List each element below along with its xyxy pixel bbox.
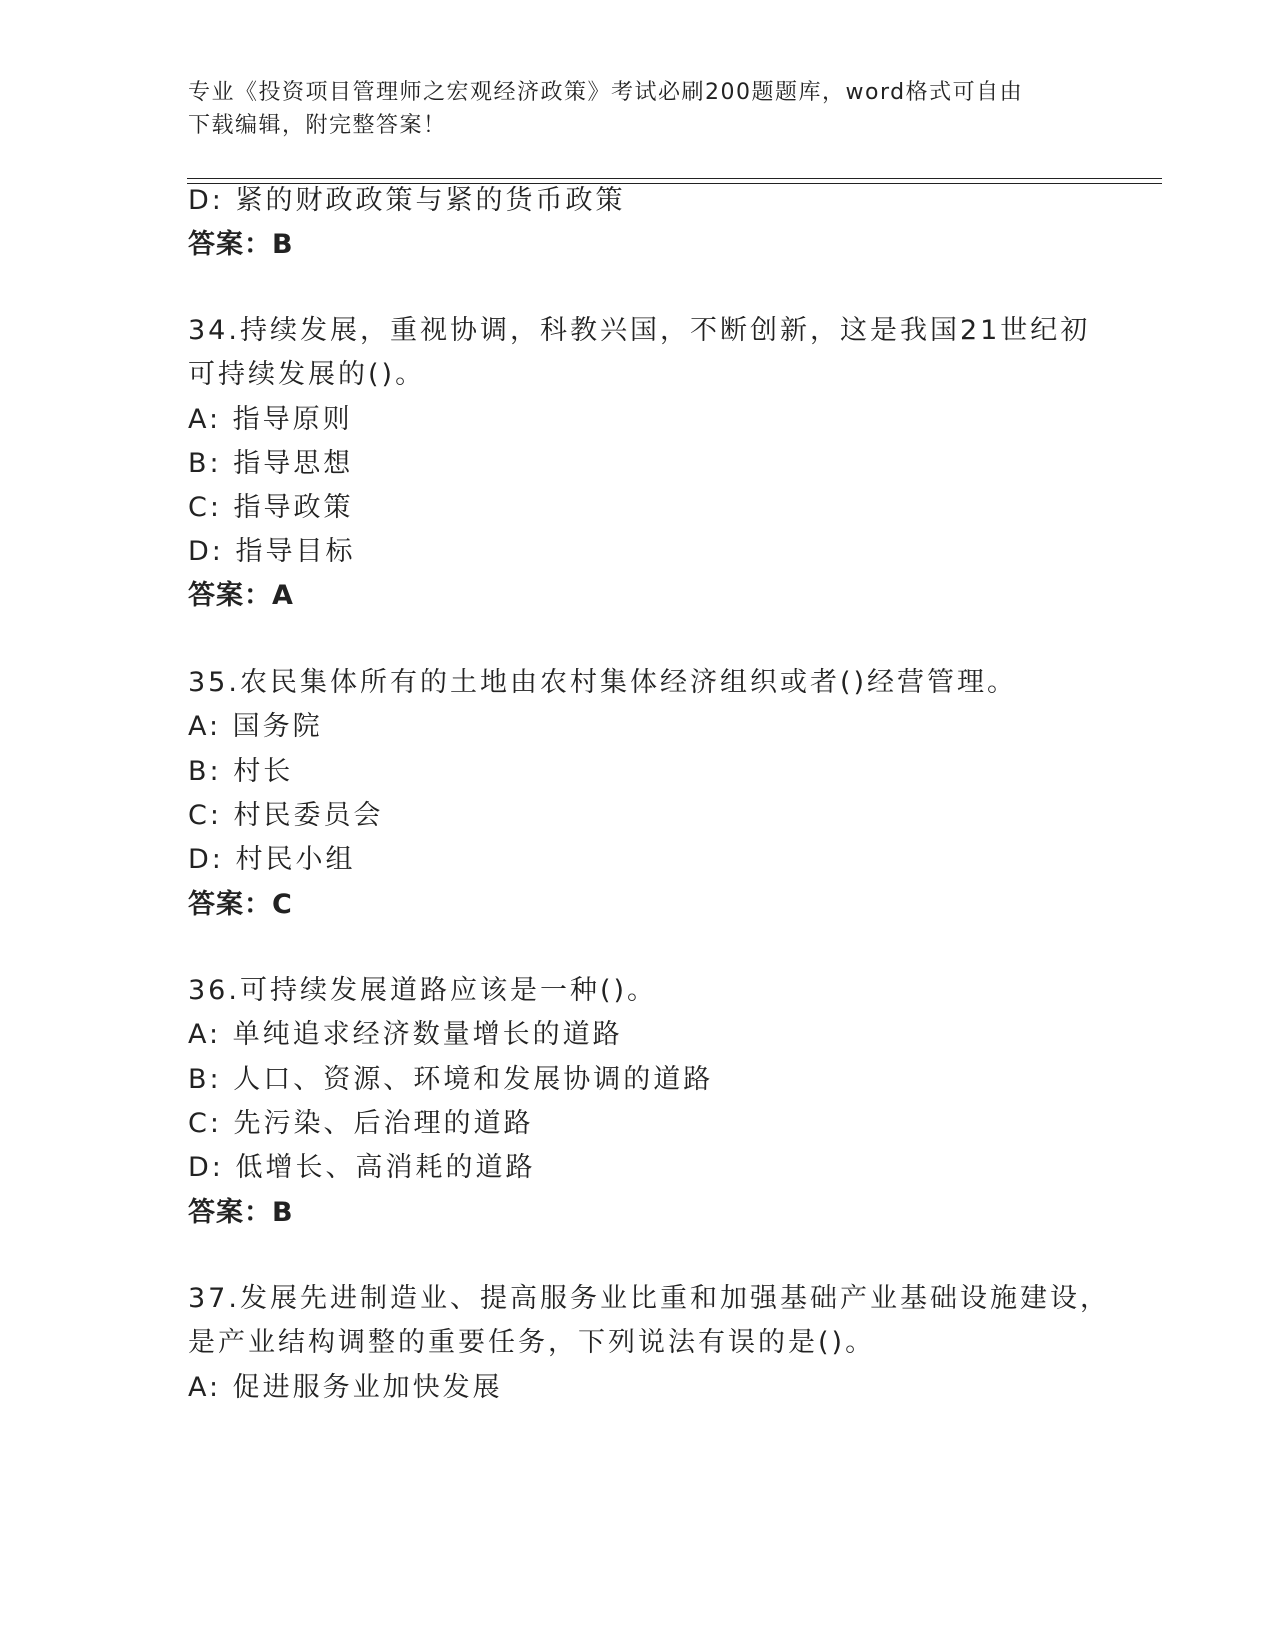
q35-option-a: A: 国务院	[188, 711, 323, 742]
document-header	[188, 76, 1068, 142]
q35-option-d: D: 村民小组	[188, 844, 356, 875]
q35-option-c: C: 村民委员会	[188, 800, 384, 831]
q36-question-line-1: 36.可持续发展道路应该是一种()。	[188, 975, 658, 1006]
q36-option-c: C: 先污染、后治理的道路	[188, 1108, 534, 1139]
q37-option-a: A: 促进服务业加快发展	[188, 1372, 503, 1403]
q36-option-d: D: 低增长、高消耗的道路	[188, 1152, 536, 1183]
q36-option-a: A: 单纯追求经济数量增长的道路	[188, 1019, 623, 1050]
q34-option-a: A: 指导原则	[188, 404, 353, 435]
q34-option-d: D: 指导目标	[188, 536, 356, 567]
header-line-1: 专业《投资项目管理师之宏观经济政策》考试必刷200题题库，word格式可自由	[188, 80, 1024, 105]
header-divider-bottom	[187, 183, 1162, 184]
q36-option-b: B: 人口、资源、环境和发展协调的道路	[188, 1064, 714, 1095]
q35-question-line-1: 35.农民集体所有的土地由农村集体经济组织或者()经营管理。	[188, 667, 1018, 698]
q35-answer: 答案：C	[188, 889, 293, 920]
q35-option-b: B: 村长	[188, 756, 294, 787]
q34-option-b: B: 指导思想	[188, 448, 354, 479]
q37-question-line-2: 是产业结构调整的重要任务，下列说法有误的是()。	[188, 1327, 876, 1358]
q34-option-c: C: 指导政策	[188, 492, 354, 523]
q33-answer: 答案：B	[188, 229, 294, 260]
header-line-2: 下载编辑，附完整答案！	[188, 113, 447, 138]
q36-answer: 答案：B	[188, 1197, 294, 1228]
header-divider-top	[187, 178, 1162, 179]
q37-question-line-1: 37.发展先进制造业、提高服务业比重和加强基础产业基础设施建设，	[188, 1283, 1110, 1314]
q34-question-line-1: 34.持续发展，重视协调，科教兴国，不断创新，这是我国21世纪初	[188, 315, 1091, 346]
q34-question-line-2: 可持续发展的()。	[188, 359, 426, 390]
q33-option-d: D: 紧的财政政策与紧的货币政策	[188, 185, 626, 216]
q34-answer: 答案：A	[188, 580, 294, 611]
